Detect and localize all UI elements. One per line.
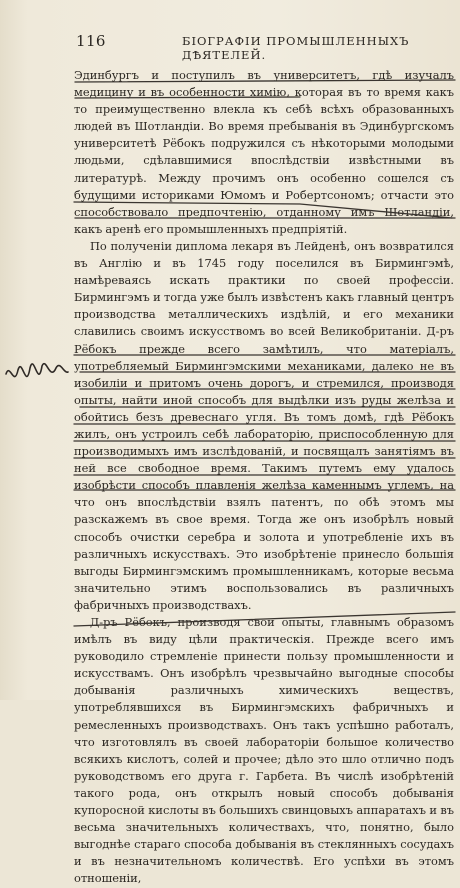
page-header (64, 32, 454, 62)
paragraph-3: Д-ръ Рёбокъ, производя свои опыты, главнымъ образомъ имѣлъ въ виду цѣли практическія. Прежде всего имъ руководило стремленіе принести пользу промышленности и искусствамъ. Онъ изобрѣлъ чрезвычайно выгодные способы добыванія различныхъ химическихъ веществъ, употреблявшихся въ Бирмингэмскихъ фабричныхъ и ремесленныхъ производствахъ. Онъ такъ успѣшно работалъ, что изготовлялъ въ своей лабораторіи большое количество всякихъ кислотъ, солей и прочее; дѣло это шло отлично подъ руководствомъ его друга г. Гарбета. Въ числѣ изобрѣтеній такого рода, онъ открылъ новый способъ добыванія купоросной кислоты въ большихъ свинцовыхъ аппаратахъ и въ весьма значительныхъ количествахъ, что, понятно, было выгоднѣе стараго способа добыванія въ стеклянныхъ сосудахъ и въ незначительномъ количествѣ. Его успѣхи въ этомъ отношеніи, (74, 615, 454, 886)
paragraph-2: По полученіи диплома лекаря въ Лейденѣ, онъ возвратился въ Англію и въ 1745 году поселился въ Бирмингэмѣ, намѣреваясь искать практики по своей профессіи. Бирмингэмъ и тогда уже былъ извѣстенъ какъ главный центръ производства металлическихъ издѣлій, и его механики славились своимъ искусствомъ во всей Великобританіи. Д-ръ Рёбокъ прежде всего замѣтилъ, что матеріалъ, употребляемый Бирмингэмскими механиками, далеко не въ изобиліи и притомъ очень дорогъ, и стремился, производя опыты, найти иной способъ для выдѣлки изъ руды желѣза и обойтись безъ древеснаго угля. Въ томъ домѣ, гдѣ Рёбокъ жилъ, онъ устроилъ себѣ лабораторію, приспособленную для производимыхъ имъ изслѣдованій, и посвящалъ занятіямъ въ ней все свободное время. Такимъ путемъ ему удалось изобрѣсти способъ плавленія желѣза каменнымъ углемъ, на что онъ впослѣдствіи взялъ патентъ, по обѣ этомъ мы разскажемъ въ свое время. Тогда же онъ изобрѣлъ новый способъ очистки серебра и золота и употребленіе ихъ въ различныхъ искусствахъ. Это изобрѣтеніе принесло большія выгоды Бирмингэмскимъ промышленникамъ, которые весьма значительно этимъ воспользовались въ различныхъ фабричныхъ производствахъ. (74, 238, 454, 612)
running-title: БІОГРАФІИ ПРОМЫШЛЕННЫХЪ ДѢЯТЕЛЕЙ. (182, 34, 410, 62)
paragraph-1: Эдинбургъ и поступилъ въ университетъ, гдѣ изучалъ медицину и въ особенности химію, которая въ то время какъ то преимущественно влекла къ себѣ всѣхъ образованныхъ людей въ Шотландіи. Во время пребыванія въ Эдинбургскомъ университетѣ Рёбокъ подружился съ нѣкоторыми молодыми людьми, сдѣлавшимися впослѣдствіи извѣстными въ литературѣ. Между прочимъ онъ особенно сошелся съ будущими историками Юмомъ и Робертсономъ; отчасти это способствовало предпочтенію, отданному имъ Шотландіи, какъ аренѣ его промышленныхъ предпріятій. (74, 68, 454, 236)
page-number: 116 (76, 32, 106, 50)
margin-scribble (6, 364, 68, 377)
body-text (74, 67, 454, 888)
